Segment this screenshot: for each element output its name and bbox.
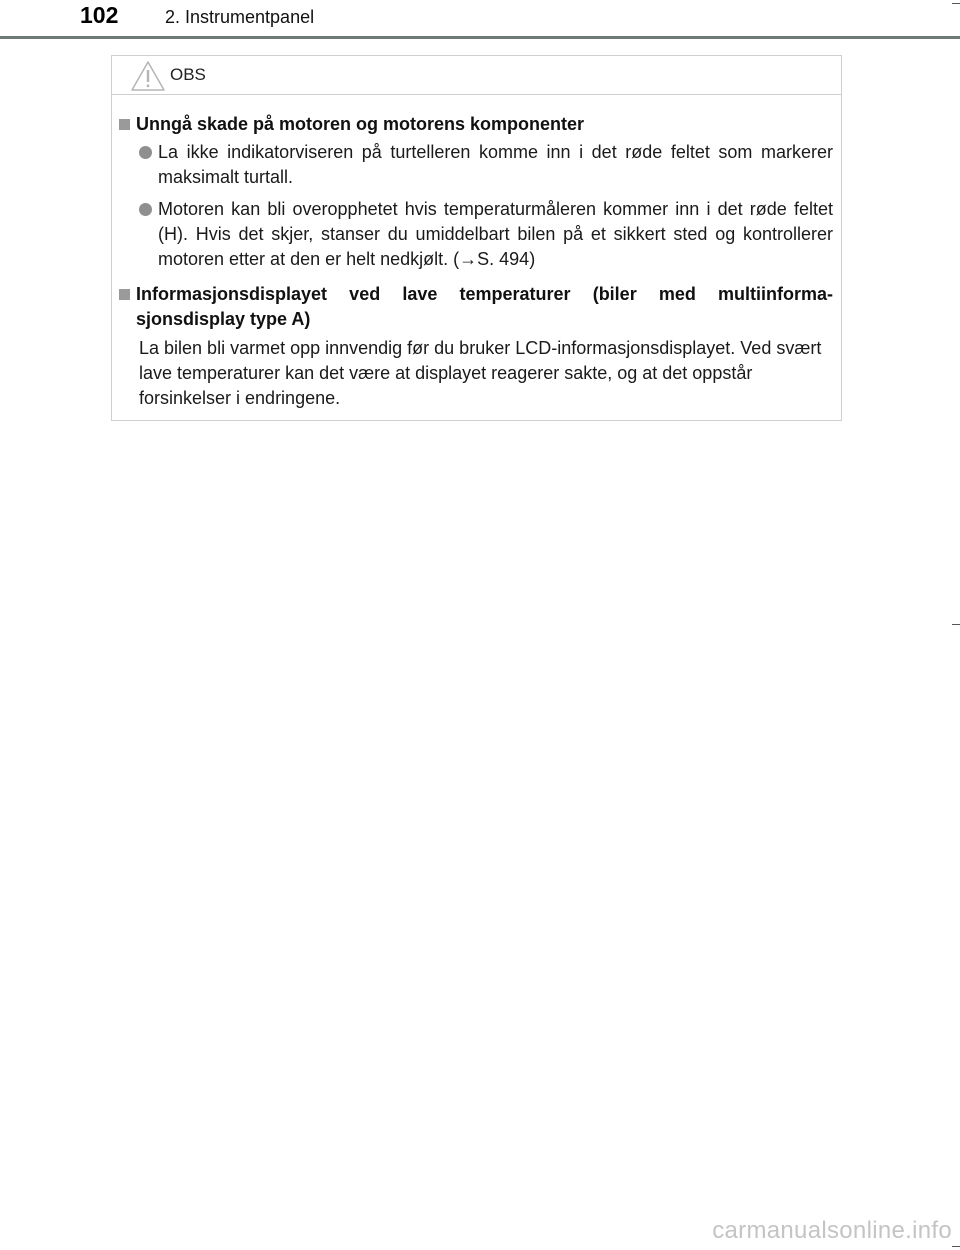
caution-body <box>112 95 841 411</box>
list-item <box>139 140 833 190</box>
round-bullet-icon <box>139 146 152 159</box>
caution-item-display <box>119 282 833 411</box>
header-rule <box>0 36 960 39</box>
bullet-text: La ikke indikatorviseren på turtelleren komme inn i det røde feltet som markerer maksimalt turtall. <box>158 142 833 187</box>
watermark: carmanualsonline.info <box>712 1217 952 1244</box>
crop-mark <box>952 624 960 625</box>
round-bullet-icon <box>139 203 152 216</box>
caution-header <box>112 56 841 95</box>
list-item <box>139 197 833 272</box>
crop-mark <box>952 3 960 4</box>
caution-box <box>111 55 842 421</box>
item-heading <box>119 112 833 137</box>
section-title: 2. Instrumentpanel <box>165 7 315 27</box>
item-heading-text: Unngå skade på motoren og motorens komponenter <box>136 114 585 134</box>
page-number: 102 <box>80 2 119 28</box>
square-bullet-icon <box>119 289 130 300</box>
warning-triangle-icon <box>130 60 166 92</box>
item-heading <box>119 282 833 332</box>
page-header <box>0 0 960 40</box>
bullet-text: Motoren kan bli overopphetet hvis temperaturmåleren kommer inn i det røde feltet (H). Hvis det skjer, stanser du umiddelbart bilen på et sikkert sted og kontrollerer motoren etter at den er helt nedkjølt. (→S. 494) <box>158 199 833 269</box>
caution-item-engine <box>119 112 833 272</box>
square-bullet-icon <box>119 119 130 130</box>
caution-label: OBS <box>170 65 206 84</box>
item-heading-text: Informasjonsdisplayet ved lave temperaturer (biler med multiinforma-sjonsdisplay type A) <box>136 284 833 329</box>
item-paragraph: La bilen bli varmet opp innvendig før du bruker LCD-informasjonsdisplayet. Ved svært lave temperaturer kan det være at displayet reagerer sakte, og at det oppstår forsinkelser i endringene. <box>139 338 822 408</box>
crop-mark <box>952 1246 960 1247</box>
